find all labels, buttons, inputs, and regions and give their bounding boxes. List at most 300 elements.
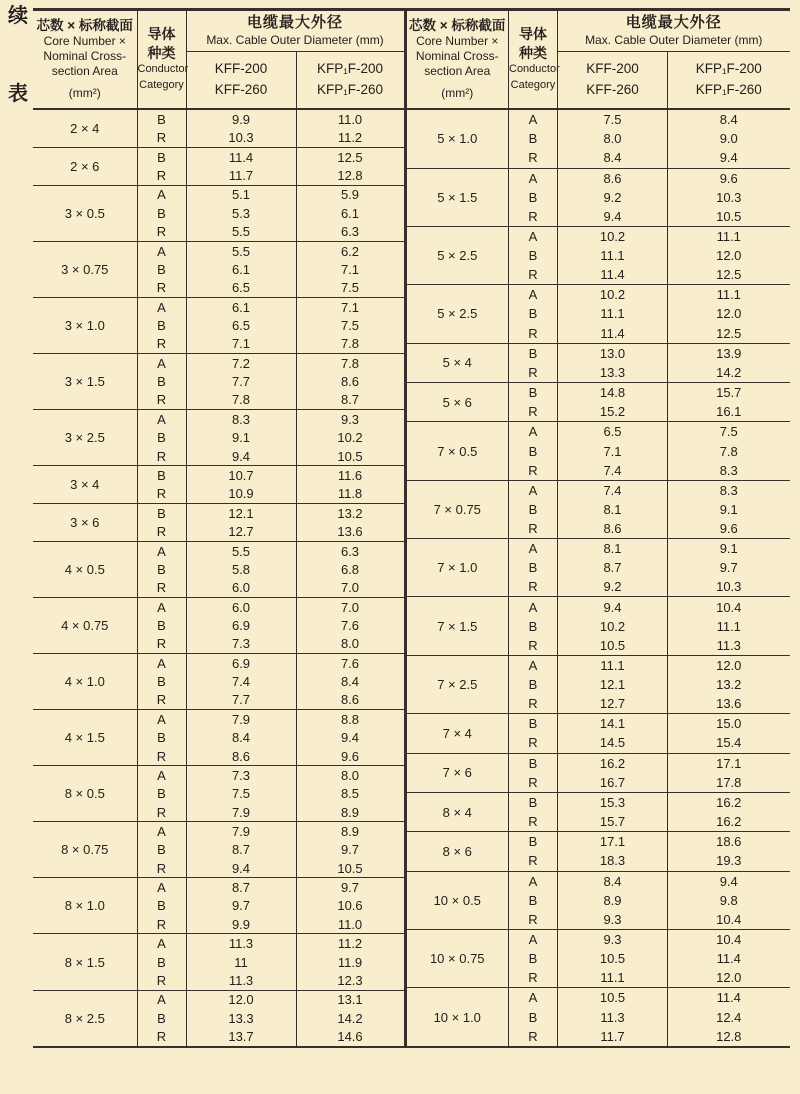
core-size-cell: 5 × 1.5 bbox=[407, 168, 509, 226]
conductor-cell: A bbox=[137, 822, 186, 841]
diameter-cell: 12.0 bbox=[668, 655, 790, 675]
diameter-cell: 7.8 bbox=[719, 443, 738, 459]
diameter-cell: 9.1 bbox=[668, 539, 790, 559]
diameter-cell: 12.0 bbox=[716, 970, 742, 986]
conductor-cell: A bbox=[509, 929, 558, 949]
diameter-cell: 11.1 bbox=[558, 304, 668, 323]
diameter-cell: 9.6 bbox=[340, 748, 360, 764]
conductor-cell: A bbox=[137, 766, 186, 785]
diameter-cell: 9.7 bbox=[296, 878, 405, 897]
diameter-cell: 11.4 bbox=[186, 147, 296, 166]
conductor-cell: R bbox=[137, 222, 186, 241]
diameter-cell: 8.9 bbox=[296, 822, 405, 841]
core-size-cell: 8 × 1.5 bbox=[33, 934, 137, 990]
diameter-cell: 12.3 bbox=[337, 972, 363, 988]
diameter-cell: 8.4 bbox=[186, 729, 296, 747]
conductor-cell: A bbox=[137, 934, 186, 953]
diameter-cell: 6.9 bbox=[186, 654, 296, 673]
table-row bbox=[407, 480, 790, 500]
diameter-cell: 6.1 bbox=[340, 205, 360, 221]
conductor-cell: R bbox=[509, 363, 558, 383]
diameter-cell: 9.4 bbox=[340, 730, 360, 746]
table-row bbox=[407, 655, 790, 675]
conductor-cell: R bbox=[509, 773, 558, 793]
diameter-cell: 7.7 bbox=[186, 372, 296, 390]
diameter-cell: 10.5 bbox=[558, 949, 668, 968]
diameter-cell: 9.7 bbox=[186, 897, 296, 915]
diameter-cell: 12.0 bbox=[186, 990, 296, 1009]
unit-label: (mm²) bbox=[441, 86, 474, 101]
diameter-cell: 7.9 bbox=[186, 710, 296, 729]
conductor-cell: A bbox=[137, 354, 186, 373]
diameter-cell: 8.6 bbox=[558, 168, 668, 188]
diameter-cell: 12.8 bbox=[337, 168, 363, 184]
conductor-cell: A bbox=[137, 241, 186, 260]
diameter-cell: 9.6 bbox=[668, 168, 790, 188]
conductor-cell: A bbox=[137, 990, 186, 1009]
table-row bbox=[407, 168, 790, 188]
diameter-cell: 11.3 bbox=[186, 971, 296, 990]
diameter-cell: 11.9 bbox=[337, 954, 363, 970]
diameter-cell: 10.5 bbox=[558, 988, 668, 1008]
core-size-cell: 3 × 0.75 bbox=[33, 241, 137, 297]
diameter-cell: 7.0 bbox=[296, 597, 405, 616]
diameter-cell: 10.2 bbox=[558, 226, 668, 246]
diameter-cell: 19.3 bbox=[716, 853, 742, 869]
table-row bbox=[407, 832, 790, 852]
diameter-cell: 6.2 bbox=[296, 241, 405, 260]
diameter-cell: 6.9 bbox=[186, 616, 296, 634]
table-row bbox=[407, 343, 790, 363]
diameter-cell: 10.5 bbox=[337, 860, 363, 876]
conductor-cell: A bbox=[509, 480, 558, 500]
conductor-cell: A bbox=[509, 109, 558, 129]
diameter-cell: 7.5 bbox=[668, 422, 790, 442]
conductor-cell: R bbox=[509, 207, 558, 227]
conductor-cell: R bbox=[509, 636, 558, 656]
diameter-cell: 7.1 bbox=[558, 441, 668, 460]
diameter-cell: 8.3 bbox=[719, 462, 738, 478]
table-header bbox=[407, 10, 790, 110]
diameter-cell: 8.0 bbox=[340, 636, 360, 652]
diameter-cell: 12.1 bbox=[558, 675, 668, 694]
core-size-cell: 3 × 4 bbox=[33, 466, 137, 504]
conductor-cell: B bbox=[137, 616, 186, 634]
core-size-cell: 7 × 1.0 bbox=[407, 539, 509, 597]
kfpf-column-header: KFP₁F-200 KFP₁F-260 bbox=[296, 52, 405, 110]
diameter-cell: 9.3 bbox=[558, 929, 668, 949]
diameter-cell: 8.3 bbox=[668, 480, 790, 500]
conductor-cell: B bbox=[509, 949, 558, 968]
diameter-cell: 9.4 bbox=[186, 859, 296, 878]
diameter-cell: 17.1 bbox=[668, 753, 790, 773]
diameter-cell: 8.9 bbox=[558, 891, 668, 910]
diameter-cell: 7.5 bbox=[340, 317, 360, 333]
diameter-cell: 11.7 bbox=[186, 166, 296, 185]
diameter-cell: 13.3 bbox=[186, 1009, 296, 1027]
table-row bbox=[407, 539, 790, 559]
diameter-cell: 8.7 bbox=[340, 392, 360, 408]
core-size-cell: 8 × 0.5 bbox=[33, 766, 137, 822]
conductor-cell: A bbox=[137, 410, 186, 429]
table-row bbox=[407, 109, 790, 129]
core-size-cell: 5 × 2.5 bbox=[407, 226, 509, 284]
diameter-cell: 11.4 bbox=[558, 265, 668, 285]
diameter-cell: 9.3 bbox=[558, 910, 668, 930]
conductor-cell: R bbox=[509, 148, 558, 168]
conductor-cell: B bbox=[137, 785, 186, 803]
diameter-cell: 8.3 bbox=[186, 410, 296, 429]
diameter-cell: 11.0 bbox=[296, 109, 405, 129]
core-size-cell: 7 × 0.75 bbox=[407, 480, 509, 538]
conductor-cell: R bbox=[509, 402, 558, 422]
diameter-cell: 7.7 bbox=[186, 691, 296, 710]
diameter-cell: 7.2 bbox=[186, 354, 296, 373]
diameter-cell: 7.1 bbox=[186, 335, 296, 354]
conductor-cell: R bbox=[137, 579, 186, 598]
conductor-cell: R bbox=[509, 910, 558, 930]
table-row bbox=[33, 597, 405, 616]
core-size-cell: 8 × 0.75 bbox=[33, 822, 137, 878]
diameter-cell: 6.3 bbox=[296, 541, 405, 560]
diameter-cell: 11.3 bbox=[716, 637, 741, 653]
conductor-cell: A bbox=[137, 878, 186, 897]
diameter-cell: 15.4 bbox=[716, 735, 742, 751]
conductor-cell: B bbox=[509, 188, 558, 207]
conductor-cell: R bbox=[137, 691, 186, 710]
diameter-cell: 5.5 bbox=[186, 222, 296, 241]
conductor-cell: R bbox=[509, 1027, 558, 1047]
core-size-header-zh: 芯数 × 标称截面 bbox=[409, 17, 506, 33]
conductor-cell: B bbox=[509, 891, 558, 910]
core-size-cell: 4 × 1.0 bbox=[33, 654, 137, 710]
conductor-cell: R bbox=[509, 323, 558, 343]
diameter-cell: 7.8 bbox=[296, 354, 405, 373]
core-size-cell: 7 × 6 bbox=[407, 753, 509, 792]
diameter-cell: 7.0 bbox=[340, 580, 360, 596]
diameter-cell: 16.2 bbox=[716, 814, 742, 830]
table-row bbox=[33, 466, 405, 485]
diameter-cell: 11.4 bbox=[558, 323, 668, 343]
conductor-cell: B bbox=[509, 1007, 558, 1026]
diameter-cell: 6.8 bbox=[340, 561, 360, 577]
diameter-cell: 13.7 bbox=[186, 1027, 296, 1047]
conductor-cell: B bbox=[137, 147, 186, 166]
table-row bbox=[407, 988, 790, 1008]
conductor-cell: B bbox=[137, 316, 186, 334]
diameter-cell: 11.7 bbox=[558, 1027, 668, 1047]
core-size-cell: 7 × 0.5 bbox=[407, 422, 509, 480]
diameter-cell: 6.0 bbox=[186, 579, 296, 598]
core-size-cell: 8 × 4 bbox=[407, 792, 509, 831]
conductor-cell: R bbox=[137, 129, 186, 148]
table-row bbox=[407, 871, 790, 891]
conductor-header-zh: 导体种类 bbox=[147, 26, 176, 61]
conductor-header: 导体种类 Conductor Category bbox=[509, 10, 558, 110]
conductor-cell: B bbox=[137, 204, 186, 222]
conductor-cell: B bbox=[509, 129, 558, 148]
conductor-cell: B bbox=[137, 841, 186, 859]
conductor-cell: B bbox=[509, 382, 558, 402]
diameter-cell: 15.0 bbox=[668, 714, 790, 734]
conductor-cell: A bbox=[509, 539, 558, 559]
conductor-cell: B bbox=[137, 372, 186, 390]
table-row bbox=[33, 654, 405, 673]
conductor-cell: R bbox=[509, 812, 558, 832]
diameter-cell: 9.4 bbox=[668, 871, 790, 891]
conductor-cell: A bbox=[137, 541, 186, 560]
conductor-cell: B bbox=[509, 343, 558, 363]
diameter-cell: 9.4 bbox=[558, 597, 668, 617]
diameter-cell: 11.1 bbox=[668, 226, 790, 246]
diameter-cell: 10.4 bbox=[716, 911, 742, 927]
diameter-cell: 9.0 bbox=[719, 131, 738, 147]
table-body-left bbox=[33, 109, 405, 1047]
diameter-cell: 12.5 bbox=[716, 267, 742, 283]
conductor-cell: B bbox=[137, 672, 186, 690]
conductor-cell: R bbox=[137, 803, 186, 822]
table-row bbox=[33, 504, 405, 523]
core-size-cell: 8 × 1.0 bbox=[33, 878, 137, 934]
conductor-cell: B bbox=[509, 832, 558, 852]
diameter-cell: 12.1 bbox=[186, 504, 296, 523]
table-row bbox=[33, 147, 405, 166]
diameter-cell: 7.5 bbox=[186, 785, 296, 803]
diameter-cell: 11.1 bbox=[558, 968, 668, 988]
diameter-cell: 12.4 bbox=[716, 1009, 742, 1025]
conductor-cell: A bbox=[509, 226, 558, 246]
diameter-cell: 15.7 bbox=[558, 812, 668, 832]
diameter-cell: 10.7 bbox=[186, 466, 296, 485]
core-size-header: 芯数 × 标称截面 Core Number × Nominal Cross- section Area (mm²) bbox=[33, 10, 137, 110]
diameter-header-zh: 电缆最大外径 bbox=[625, 14, 722, 32]
conductor-cell: A bbox=[137, 297, 186, 316]
diameter-cell: 8.9 bbox=[340, 804, 360, 820]
table-row bbox=[407, 285, 790, 305]
conductor-cell: R bbox=[137, 166, 186, 185]
diameter-cell: 18.3 bbox=[558, 851, 668, 871]
diameter-cell: 8.1 bbox=[558, 539, 668, 559]
diameter-cell: 9.1 bbox=[719, 501, 738, 517]
conductor-cell: R bbox=[509, 461, 558, 481]
diameter-cell: 14.5 bbox=[558, 733, 668, 753]
conductor-header: 导体种类 Conductor Category bbox=[137, 10, 186, 110]
diameter-cell: 13.0 bbox=[558, 343, 668, 363]
diameter-cell: 11.0 bbox=[337, 916, 363, 932]
core-size-header: 芯数 × 标称截面 Core Number × Nominal Cross- section Area (mm²) bbox=[407, 10, 509, 110]
diameter-cell: 11 bbox=[186, 953, 296, 971]
diameter-cell: 10.3 bbox=[716, 189, 742, 205]
table-row bbox=[33, 241, 405, 260]
diameter-cell: 17.8 bbox=[716, 774, 742, 790]
diameter-cell: 9.1 bbox=[186, 429, 296, 447]
diameter-cell: 12.5 bbox=[716, 325, 742, 341]
diameter-cell: 13.9 bbox=[668, 343, 790, 363]
conductor-cell: A bbox=[509, 655, 558, 675]
diameter-cell: 6.0 bbox=[186, 597, 296, 616]
conductor-cell: B bbox=[509, 304, 558, 323]
core-size-cell: 7 × 2.5 bbox=[407, 655, 509, 713]
diameter-cell: 18.6 bbox=[668, 832, 790, 852]
core-size-cell: 2 × 6 bbox=[33, 147, 137, 185]
conductor-cell: B bbox=[137, 109, 186, 129]
conductor-cell: R bbox=[137, 859, 186, 878]
conductor-cell: R bbox=[137, 447, 186, 466]
diameter-cell: 9.2 bbox=[558, 188, 668, 207]
conductor-cell: R bbox=[137, 522, 186, 541]
diameter-cell: 10.6 bbox=[337, 898, 363, 914]
core-size-cell: 10 × 0.75 bbox=[407, 929, 509, 987]
conductor-cell: B bbox=[137, 429, 186, 447]
diameter-cell: 9.7 bbox=[719, 560, 738, 576]
conductor-cell: B bbox=[509, 246, 558, 265]
diameter-cell: 10.2 bbox=[337, 430, 363, 446]
cable-spec-table-left bbox=[33, 8, 407, 1048]
conductor-cell: R bbox=[137, 391, 186, 410]
diameter-cell: 9.4 bbox=[558, 207, 668, 227]
diameter-cell: 8.4 bbox=[340, 674, 360, 690]
table-row bbox=[407, 382, 790, 402]
conductor-cell: R bbox=[509, 265, 558, 285]
diameter-cell: 13.1 bbox=[296, 990, 405, 1009]
core-size-cell: 7 × 1.5 bbox=[407, 597, 509, 655]
diameter-cell: 12.5 bbox=[296, 147, 405, 166]
conductor-cell: R bbox=[137, 971, 186, 990]
diameter-cell: 11.1 bbox=[558, 246, 668, 265]
core-size-header-zh: 芯数 × 标称截面 bbox=[36, 17, 133, 33]
diameter-cell: 14.1 bbox=[558, 714, 668, 734]
diameter-cell: 6.5 bbox=[186, 279, 296, 298]
conductor-cell: B bbox=[137, 953, 186, 971]
diameter-cell: 8.6 bbox=[186, 747, 296, 766]
diameter-cell: 11.3 bbox=[186, 934, 296, 953]
conductor-cell: R bbox=[509, 851, 558, 871]
conductor-cell: B bbox=[509, 792, 558, 812]
diameter-cell: 12.7 bbox=[558, 694, 668, 714]
diameter-cell: 8.6 bbox=[340, 692, 360, 708]
table-row bbox=[407, 753, 790, 773]
kff-column-header: KFF-200 KFF-260 bbox=[558, 52, 668, 110]
core-size-cell: 7 × 4 bbox=[407, 714, 509, 753]
diameter-header: 电缆最大外径 Max. Cable Outer Diameter (mm) bbox=[186, 10, 405, 52]
table-row bbox=[407, 226, 790, 246]
core-size-cell: 4 × 0.75 bbox=[33, 597, 137, 653]
table-row bbox=[407, 422, 790, 442]
conductor-cell: A bbox=[509, 422, 558, 442]
diameter-cell: 8.6 bbox=[340, 374, 360, 390]
core-size-cell: 3 × 2.5 bbox=[33, 410, 137, 466]
kff-column-header: KFF-200 KFF-260 bbox=[186, 52, 296, 110]
diameter-cell: 9.7 bbox=[340, 842, 360, 858]
diameter-cell: 12.7 bbox=[186, 522, 296, 541]
conductor-cell: A bbox=[509, 597, 558, 617]
diameter-cell: 11.2 bbox=[337, 130, 363, 146]
conductor-cell: A bbox=[137, 710, 186, 729]
continued-char-1: 续 bbox=[8, 5, 28, 27]
conductor-cell: A bbox=[137, 597, 186, 616]
diameter-cell: 12.8 bbox=[716, 1028, 742, 1044]
diameter-cell: 7.4 bbox=[186, 672, 296, 690]
diameter-cell: 8.4 bbox=[558, 871, 668, 891]
diameter-cell: 16.2 bbox=[668, 792, 790, 812]
table-row bbox=[33, 185, 405, 204]
diameter-cell: 10.4 bbox=[668, 929, 790, 949]
diameter-cell: 7.9 bbox=[186, 803, 296, 822]
table-header bbox=[33, 10, 405, 110]
diameter-cell: 13.6 bbox=[716, 696, 742, 712]
core-size-cell: 5 × 4 bbox=[407, 343, 509, 382]
conductor-cell: B bbox=[509, 441, 558, 460]
diameter-cell: 7.8 bbox=[186, 391, 296, 410]
conductor-cell: B bbox=[137, 897, 186, 915]
core-size-cell: 3 × 6 bbox=[33, 504, 137, 542]
diameter-cell: 15.3 bbox=[558, 792, 668, 812]
diameter-cell: 6.1 bbox=[186, 260, 296, 278]
diameter-cell: 10.3 bbox=[186, 129, 296, 148]
cable-spec-table-right bbox=[407, 8, 790, 1048]
table-row bbox=[33, 878, 405, 897]
diameter-cell: 11.1 bbox=[716, 618, 741, 634]
diameter-cell: 11.4 bbox=[716, 951, 741, 967]
core-size-cell: 10 × 0.5 bbox=[407, 871, 509, 929]
table-row bbox=[33, 410, 405, 429]
diameter-cell: 7.6 bbox=[296, 654, 405, 673]
kfpf-column-header: KFP₁F-200 KFP₁F-260 bbox=[668, 52, 790, 110]
table-row bbox=[33, 710, 405, 729]
diameter-cell: 8.6 bbox=[558, 519, 668, 539]
core-size-cell: 3 × 0.5 bbox=[33, 185, 137, 241]
diameter-cell: 12.0 bbox=[716, 248, 742, 264]
diameter-cell: 5.1 bbox=[186, 185, 296, 204]
conductor-cell: B bbox=[509, 675, 558, 694]
conductor-cell: A bbox=[509, 285, 558, 305]
diameter-cell: 7.4 bbox=[558, 480, 668, 500]
diameter-cell: 14.8 bbox=[558, 382, 668, 402]
diameter-cell: 10.2 bbox=[558, 617, 668, 636]
table-row bbox=[33, 934, 405, 953]
core-size-cell: 10 × 1.0 bbox=[407, 988, 509, 1047]
table-row bbox=[33, 109, 405, 129]
diameter-cell: 11.2 bbox=[296, 934, 405, 953]
conductor-cell: R bbox=[137, 747, 186, 766]
diameter-cell: 13.3 bbox=[558, 363, 668, 383]
conductor-cell: R bbox=[137, 1027, 186, 1047]
conductor-cell: R bbox=[137, 635, 186, 654]
table-row bbox=[33, 766, 405, 785]
diameter-cell: 7.4 bbox=[558, 461, 668, 481]
conductor-cell: B bbox=[137, 1009, 186, 1027]
conductor-cell: R bbox=[137, 915, 186, 934]
diameter-cell: 5.3 bbox=[186, 204, 296, 222]
diameter-cell: 8.4 bbox=[668, 109, 790, 129]
diameter-cell: 10.3 bbox=[716, 579, 742, 595]
diameter-cell: 5.9 bbox=[296, 185, 405, 204]
conductor-cell: R bbox=[137, 279, 186, 298]
diameter-cell: 9.6 bbox=[719, 520, 738, 536]
diameter-cell: 7.5 bbox=[340, 280, 360, 296]
conductor-cell: B bbox=[137, 504, 186, 523]
diameter-cell: 10.5 bbox=[558, 636, 668, 656]
diameter-cell: 7.8 bbox=[340, 336, 360, 352]
diameter-cell: 10.5 bbox=[337, 448, 363, 464]
continued-table-label bbox=[5, 6, 31, 104]
conductor-header-zh: 导体种类 bbox=[519, 26, 547, 61]
table-row bbox=[33, 822, 405, 841]
conductor-cell: B bbox=[509, 753, 558, 773]
core-size-cell: 5 × 1.0 bbox=[407, 109, 509, 168]
diameter-cell: 15.2 bbox=[558, 402, 668, 422]
diameter-cell: 16.2 bbox=[558, 753, 668, 773]
